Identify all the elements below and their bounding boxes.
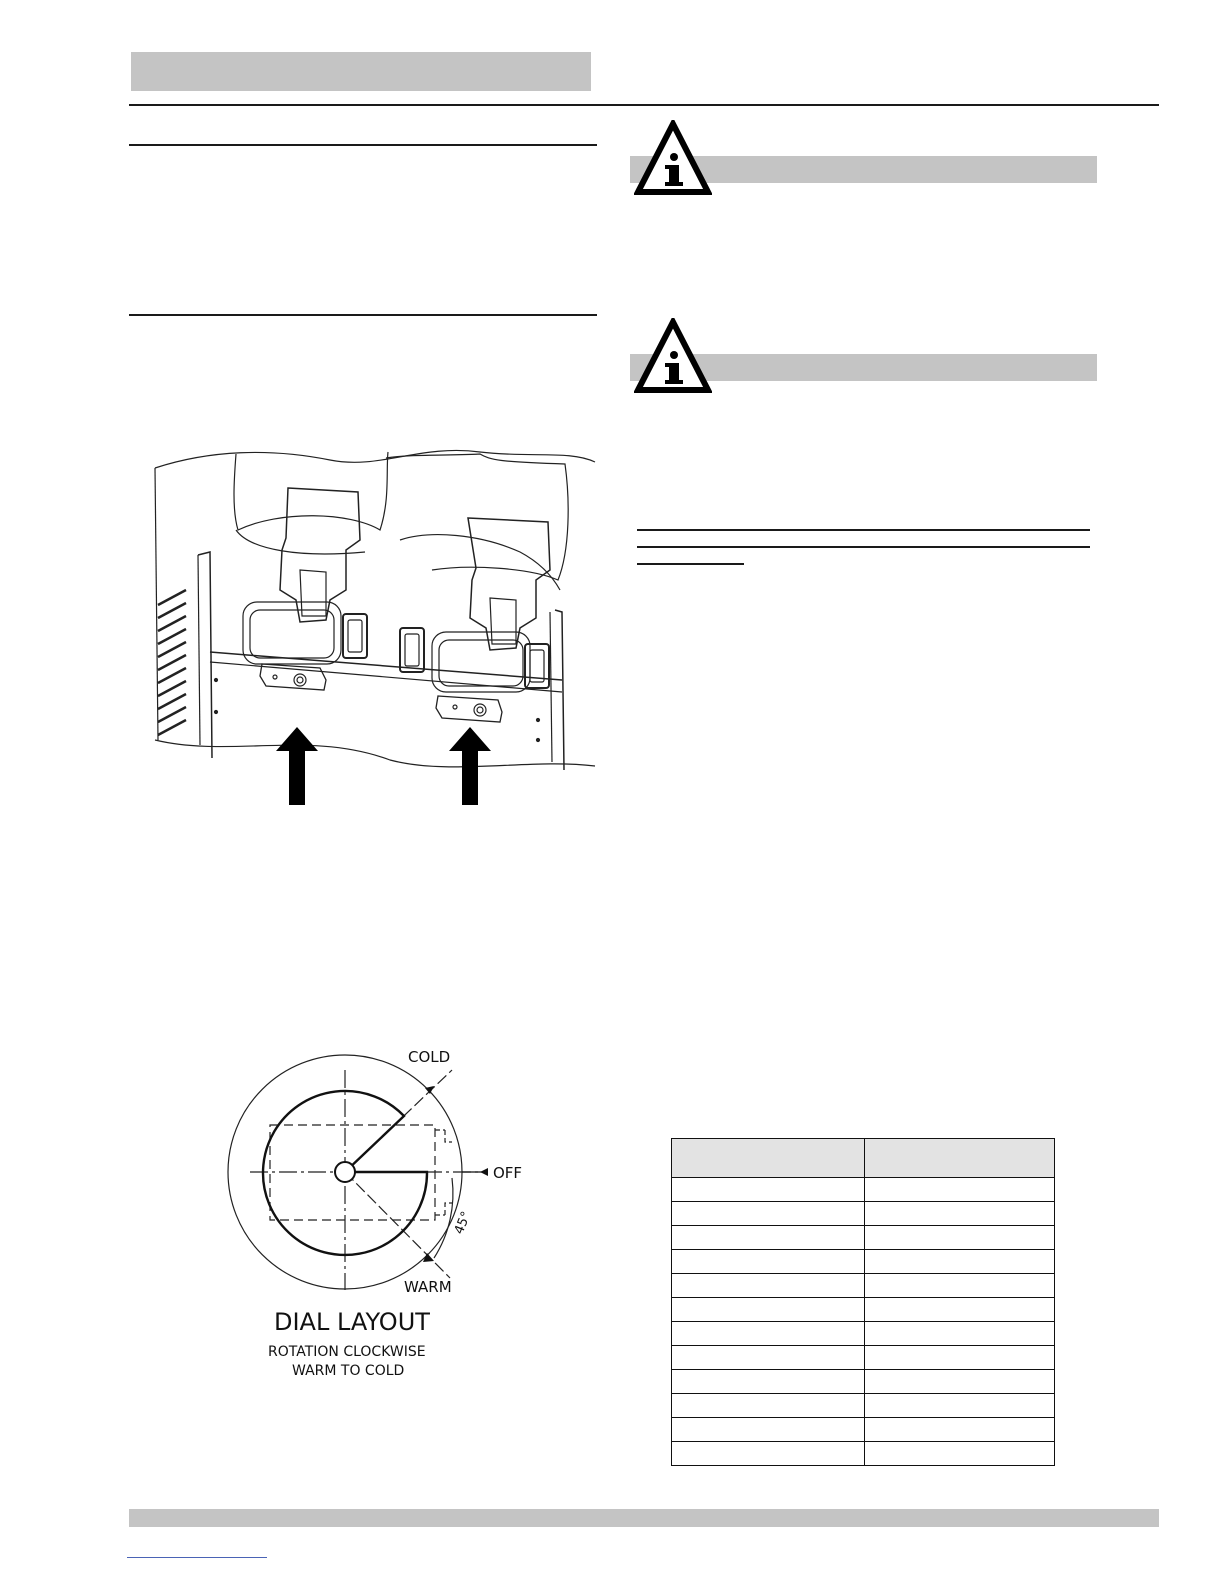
table-cell bbox=[672, 1298, 865, 1322]
table-cell bbox=[672, 1418, 865, 1442]
footer-bar bbox=[129, 1509, 1159, 1527]
header-title-bar bbox=[131, 52, 591, 91]
section-rule-2 bbox=[129, 314, 597, 316]
table-cell bbox=[865, 1178, 1055, 1202]
dial-layout-diagram bbox=[220, 1040, 540, 1385]
table-row bbox=[672, 1250, 1055, 1274]
dispenser-illustration bbox=[150, 440, 600, 810]
dial-caption-line1: ROTATION CLOCKWISE bbox=[268, 1344, 426, 1360]
table-cell bbox=[865, 1298, 1055, 1322]
section-rule-1 bbox=[129, 144, 597, 146]
table-cell bbox=[865, 1418, 1055, 1442]
header-rule bbox=[129, 104, 1159, 106]
right-rule-2 bbox=[637, 546, 1090, 548]
table-cell bbox=[672, 1226, 865, 1250]
dial-off-label: OFF bbox=[493, 1164, 523, 1182]
table-row bbox=[672, 1322, 1055, 1346]
dial-warm-label: WARM bbox=[404, 1278, 452, 1296]
table-row bbox=[672, 1394, 1055, 1418]
info-warning-icon bbox=[634, 318, 712, 394]
table-cell bbox=[672, 1442, 865, 1466]
table-cell bbox=[865, 1226, 1055, 1250]
dial-angle-label: 45° bbox=[451, 1209, 475, 1237]
footer-link-underline[interactable] bbox=[127, 1557, 267, 1558]
table-row bbox=[672, 1370, 1055, 1394]
table-header-cell bbox=[672, 1139, 865, 1178]
settings-table bbox=[671, 1138, 1055, 1466]
table-cell bbox=[672, 1178, 865, 1202]
table-cell bbox=[672, 1274, 865, 1298]
dial-cold-label: COLD bbox=[408, 1048, 451, 1066]
table-cell bbox=[865, 1370, 1055, 1394]
right-rule-1 bbox=[637, 529, 1090, 531]
table-cell bbox=[865, 1322, 1055, 1346]
table-cell bbox=[672, 1370, 865, 1394]
table-row bbox=[672, 1418, 1055, 1442]
table-row bbox=[672, 1346, 1055, 1370]
table-row bbox=[672, 1442, 1055, 1466]
table-cell bbox=[865, 1202, 1055, 1226]
right-rule-short bbox=[637, 563, 744, 565]
table-cell bbox=[865, 1250, 1055, 1274]
dial-caption-line2: WARM TO COLD bbox=[292, 1363, 405, 1379]
table-cell bbox=[672, 1250, 865, 1274]
table-cell bbox=[865, 1346, 1055, 1370]
table-cell bbox=[672, 1346, 865, 1370]
arrow-up-icon bbox=[447, 725, 493, 807]
table-row bbox=[672, 1298, 1055, 1322]
table-header-cell bbox=[865, 1139, 1055, 1178]
table-header-row bbox=[672, 1139, 1055, 1178]
table-cell bbox=[865, 1274, 1055, 1298]
dial-title: DIAL LAYOUT bbox=[274, 1308, 430, 1336]
table-cell bbox=[672, 1322, 865, 1346]
table-row bbox=[672, 1178, 1055, 1202]
table-cell bbox=[672, 1394, 865, 1418]
arrow-up-icon bbox=[274, 725, 320, 807]
table-row bbox=[672, 1226, 1055, 1250]
table-row bbox=[672, 1274, 1055, 1298]
info-warning-icon bbox=[634, 120, 712, 196]
table-cell bbox=[865, 1442, 1055, 1466]
table-cell bbox=[672, 1202, 865, 1226]
table-row bbox=[672, 1202, 1055, 1226]
table-cell bbox=[865, 1394, 1055, 1418]
